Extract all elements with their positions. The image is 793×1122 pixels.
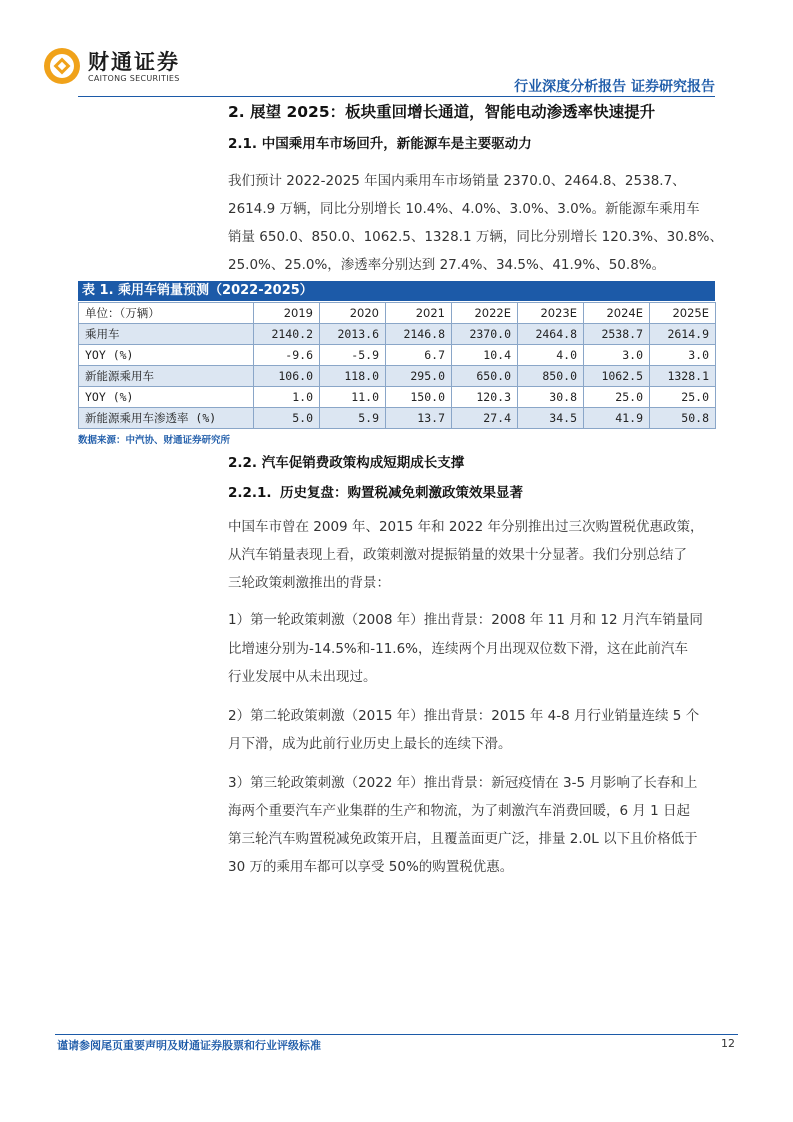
year-header: 2020 [320,303,386,324]
row-label: 乘用车 [79,324,254,345]
paragraph-line: 海两个重要汽车产业集群的生产和物流，为了刺激汽车消费回暖，6 月 1 日起 [228,803,691,819]
table-cell: 13.7 [386,408,452,429]
table-cell: 1328.1 [650,366,716,387]
table-cell: 5.9 [320,408,386,429]
paragraph-line: 月下滑，成为此前行业历史上最长的连续下滑。 [228,736,512,752]
row-label: 新能源乘用车 [79,366,254,387]
table-cell: 34.5 [518,408,584,429]
logo-chinese-name: 财通证券 [88,50,180,74]
year-header: 2024E [584,303,650,324]
footer-disclaimer: 谨请参阅尾页重要声明及财通证券股票和行业评级标准 [57,1039,321,1052]
table-cell: 2538.7 [584,324,650,345]
paragraph-line: 中国车市曾在 2009 年、2015 年和 2022 年分别推出过三次购置税优惠政策， [228,519,704,535]
table-cell: 10.4 [452,345,518,366]
table-cell: 5.0 [254,408,320,429]
intro-line: 2614.9 万辆，同比分别增长 10.4%、4.0%、3.0%、3.0%。新能源车乘用车 [228,201,700,217]
table-cell: 2370.0 [452,324,518,345]
table-cell: 120.3 [452,387,518,408]
logo-english-name: CAITONG SECURITIES [88,74,180,83]
table-cell: 1062.5 [584,366,650,387]
year-header: 2025E [650,303,716,324]
table-cell: 41.9 [584,408,650,429]
table-cell: 4.0 [518,345,584,366]
subsubsection-number: 2.2.1. [228,485,272,501]
table-cell: 295.0 [386,366,452,387]
year-header: 2021 [386,303,452,324]
sales-forecast-table [78,302,716,429]
year-header: 2019 [254,303,320,324]
subsection-heading: 2.2. 汽车促销费政策构成短期成长支撑 [228,455,465,471]
table-cell: 30.8 [518,387,584,408]
paragraph-line: 行业发展中从未出现过。 [228,669,377,685]
page-number: 12 [721,1037,735,1050]
table-row [79,324,716,345]
table-row [79,366,716,387]
table-cell: -9.6 [254,345,320,366]
row-label: YOY (%) [79,387,254,408]
subsubsection-heading [228,481,523,501]
year-header: 2023E [518,303,584,324]
intro-line: 我们预计 2022-2025 年国内乘用车市场销量 2370.0、2464.8、2538.7、 [228,173,686,189]
table-header-row [79,303,716,324]
intro-line: 25.0%、25.0%，渗透率分别达到 27.4%、34.5%、41.9%、50.8%。 [228,257,666,273]
table-cell: 25.0 [650,387,716,408]
table-cell: 25.0 [584,387,650,408]
row-label: YOY (%) [79,345,254,366]
table-cell: 850.0 [518,366,584,387]
table-cell: 2140.2 [254,324,320,345]
footer-divider [55,1034,738,1035]
paragraph-line: 第三轮汽车购置税减免政策开启，且覆盖面更广泛，排量 2.0L 以下且价格低于 [228,831,698,847]
report-type-title: 行业深度分析报告 证券研究报告 [514,79,715,95]
subsection-heading: 2.1. 中国乘用车市场回升，新能源车是主要驱动力 [228,136,532,152]
section-heading: 2. 展望 2025：板块重回增长通道，智能电动渗透率快速提升 [228,103,656,121]
table-row [79,387,716,408]
paragraph-line: 2）第二轮政策刺激（2015 年）推出背景：2015 年 4-8 月行业销量连续 5 个 [228,708,700,724]
row-label: 新能源乘用车渗透率 (%) [79,408,254,429]
table-cell: 6.7 [386,345,452,366]
table-cell: 2146.8 [386,324,452,345]
company-logo [42,44,202,94]
table-caption: 表 1. 乘用车销量预测（2022-2025） [78,281,715,301]
paragraph-line: 1）第一轮政策刺激（2008 年）推出背景：2008 年 11 月和 12 月汽车销量同 [228,612,703,628]
table-cell: 150.0 [386,387,452,408]
paragraph-line: 30 万的乘用车都可以享受 50%的购置税优惠。 [228,859,514,875]
header-divider [78,96,715,97]
table-cell: 11.0 [320,387,386,408]
table-cell: -5.9 [320,345,386,366]
table-source: 数据来源：中汽协、财通证券研究所 [78,435,231,446]
table-row [79,408,716,429]
table-cell: 1.0 [254,387,320,408]
coin-logo-icon [42,46,82,86]
table-cell: 50.8 [650,408,716,429]
table-cell: 650.0 [452,366,518,387]
paragraph-line: 3）第三轮政策刺激（2022 年）推出背景：新冠疫情在 3-5 月影响了长春和上 [228,775,698,791]
intro-line: 销量 650.0、850.0、1062.5、1328.1 万辆，同比分别增长 120.3%、30.8%、 [228,229,724,245]
table-cell: 3.0 [650,345,716,366]
table-cell: 118.0 [320,366,386,387]
year-header: 2022E [452,303,518,324]
subsubsection-title: 历史复盘：购置税减免刺激政策效果显著 [280,485,523,501]
table-row [79,345,716,366]
table-cell: 2614.9 [650,324,716,345]
table-cell: 2013.6 [320,324,386,345]
table-cell: 27.4 [452,408,518,429]
unit-label: 单位：（万辆） [79,303,254,324]
paragraph-line: 从汽车销量表现上看，政策刺激对提振销量的效果十分显著。我们分别总结了 [228,547,687,563]
paragraph-line: 比增速分别为-14.5%和-11.6%，连续两个月出现双位数下滑，这在此前汽车 [228,641,689,657]
paragraph-line: 三轮政策刺激推出的背景： [228,575,390,591]
table-cell: 3.0 [584,345,650,366]
table-cell: 2464.8 [518,324,584,345]
table-cell: 106.0 [254,366,320,387]
